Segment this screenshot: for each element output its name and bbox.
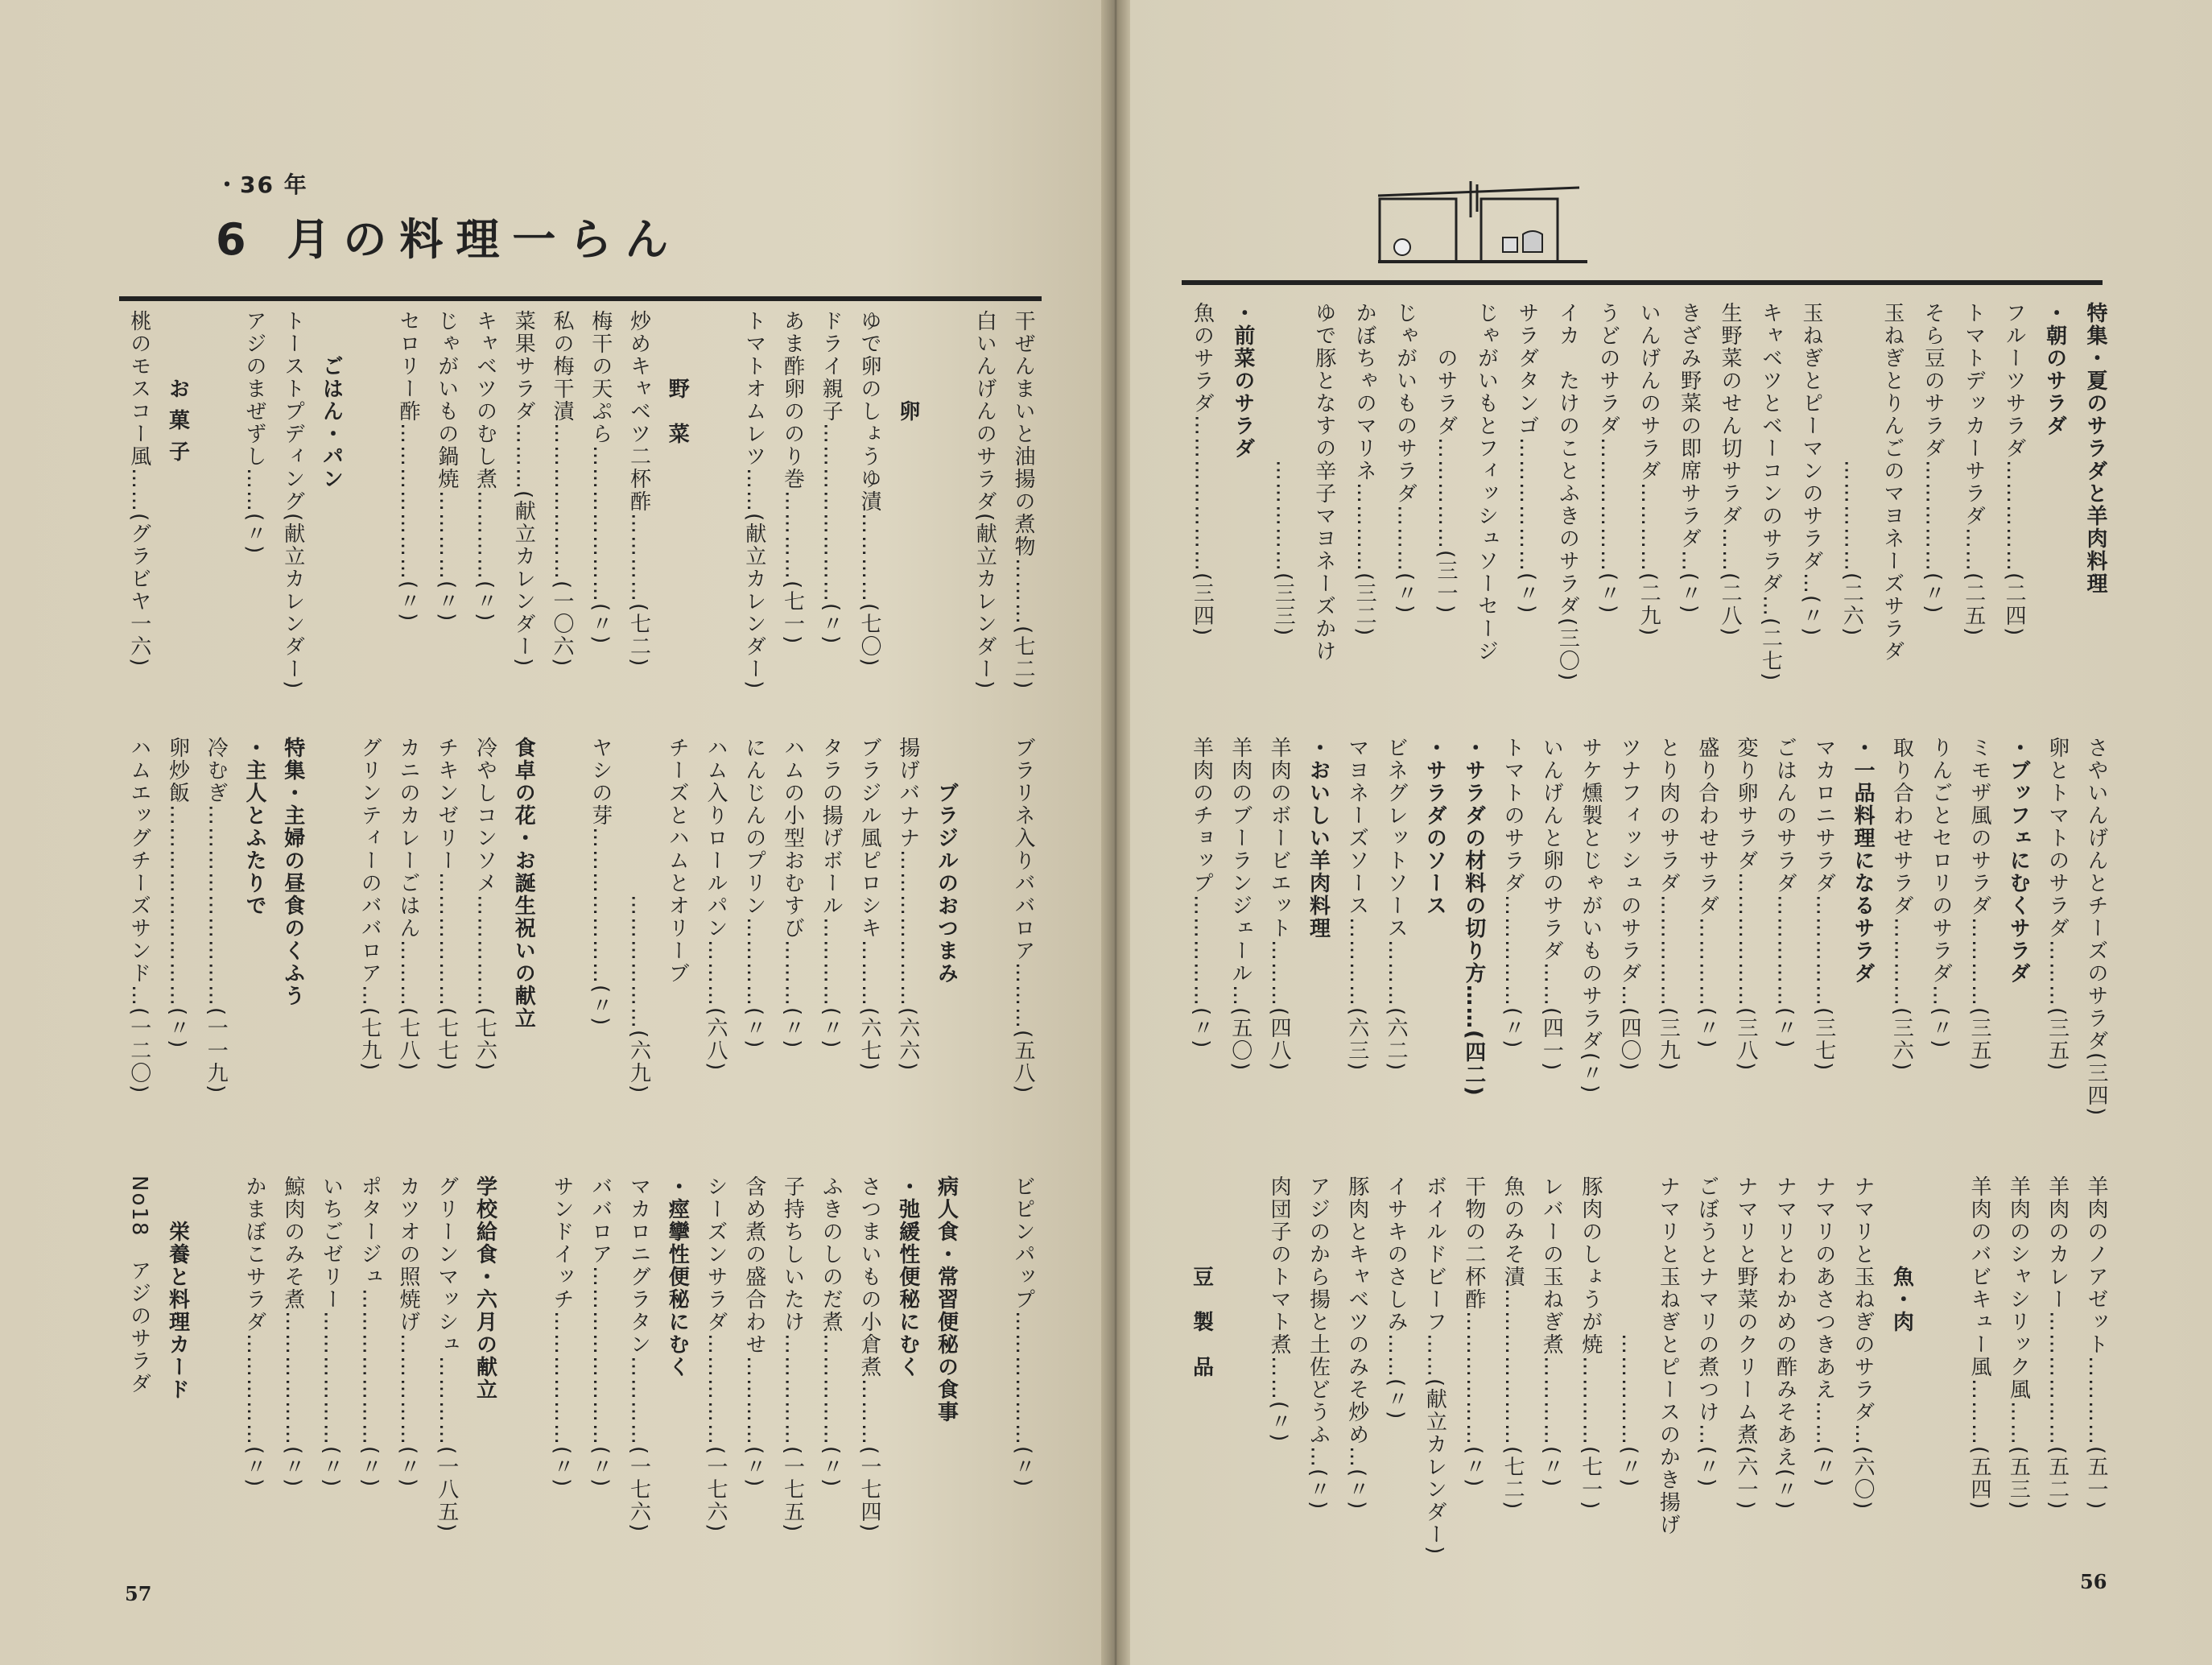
cols_b-line: グリンティーのババロア…(七九) [357,737,382,1072]
cols-line: ゆで卵のしょうゆ漬…………(七〇) [857,310,881,668]
cols_r1-line: 魚のサラダ…………………(三四) [1190,302,1215,638]
cols_r3-line: 魚・肉 [1889,1175,1914,1333]
cols_c-line: さつまいもの小倉煮………(一七四) [857,1175,881,1534]
cols-line: 卵 [895,310,920,423]
cols-line: 野 菜 [665,310,690,445]
cols_c-line: 学校給食・六月の献立 [473,1175,497,1401]
cols-line: 白いんげんのサラダ(献立カレンダー) [972,310,997,691]
cols_c-line: かまぼこサラダ……………(〃) [242,1175,266,1489]
cols-line: 炒めキャベツ二杯酢…………(七二) [626,310,651,668]
cols-line: 菜果サラダ………(献立カレンダー) [511,310,536,668]
cols_b-line: タラの揚げボール…………(〃) [819,737,844,1050]
cols_c-line: ババロア……………………(〃) [588,1175,613,1489]
cols_r1-line: 玉ねぎとりんごのマヨネーズサラダ [1880,302,1905,663]
cols_r1-line: トマトデッカーサラダ……(二五) [1961,302,1986,638]
cols_r2-line: ・サラダのソース [1422,737,1447,917]
cols_r2-line: 盛り合わせサラダ…………(〃) [1694,737,1719,1050]
cols_r2-line: ・サラダの材料の切り方……(四二) [1461,737,1486,1097]
column-block-b [119,737,1042,1171]
cols_r2-line: 羊肉のチョップ……………(〃) [1189,737,1214,1050]
cols_r2-line: ・おいしい羊肉料理 [1306,737,1331,940]
cols_r1-line: ゆで豚となすの辛子マヨネーズかけ [1311,302,1336,663]
cols_b-line: カニのカレーごはん………(七八) [396,737,420,1072]
cols_b-line [542,737,580,1171]
cols_r2-line: 取り合わせサラダ…………(三六) [1889,737,1914,1072]
cols_c-line: ・痙攣性便秘にむく [665,1175,690,1378]
column-block-r3 [1182,1175,2115,1626]
cols_c-line: 病人食・常習便秘の食事 [934,1175,959,1423]
cols_r1-line: ……………(二六) [1839,302,1864,638]
cols_r2-line: ・一品料理になるサラダ [1851,737,1876,985]
cols_r3-line: 羊肉のカレー………………(五二) [2045,1175,2070,1511]
cols_c-line: 鯨肉のみそ煮………………(〃) [280,1175,305,1489]
cols_c-line: グリーンマッシュ…………(一八五) [434,1175,459,1534]
cols_r2-line: マカロニサラダ……………(三七) [1811,737,1836,1072]
cols_r3-line: ……………(〃) [1617,1175,1642,1489]
cols_b-line: チーズとハムとオリーブ [665,737,690,985]
cols_r2-line: りんごとセロリのサラダ…(〃) [1928,737,1953,1050]
cols_r1-line: じゃがいものサラダ………(〃) [1393,302,1418,615]
cols_b-line: ハム入りロールパン………(六八) [704,737,728,1072]
cols_r2-line: とり肉のサラダ……………(三九) [1656,737,1681,1072]
column-block-r1 [1182,302,2115,696]
cols_r3-line: ナマリと野菜のクリーム煮(六一) [1734,1175,1759,1511]
cols_c-line: マカロニグラタン…………(一七六) [626,1175,651,1534]
cols_r2-line: サケ燻製とじゃがいものサラダ(〃) [1578,737,1603,1095]
cols_c-line [965,1175,1004,1626]
cols_r1-line: フルーツサラダ……………(二四) [2002,302,2027,638]
cols_r3-line: 豚肉とキャベツのみそ炒め…(〃) [1344,1175,1369,1511]
cols_c-line: 栄養と料理カード [165,1175,190,1401]
cols_r2-line: 卵とトマトのサラダ………(三五) [2045,737,2070,1072]
cols_r1-line: 玉ねぎとピーマンのサラダ…(〃) [1798,302,1823,638]
cols_b-line: 食卓の花・お誕生祝いの献立 [511,737,536,1030]
cols_r2-line: ミモザ風のサラダ…………(三五) [1967,737,1992,1072]
cols-line: あま酢卵ののり巻…………(七一) [780,310,805,646]
cols_r3-line: 羊肉のノアゼット…………(五一) [2084,1175,2108,1511]
cols-line: キャベツのむし煮…………(〃) [473,310,497,623]
cols-line: トーストプディング(献立カレンダー) [280,310,305,691]
cols_r1-line: のサラダ……………(三一) [1434,302,1458,615]
page-number-left: 57 [125,1582,152,1605]
cols_r2-line: いんげんと卵のサラダ……(四一) [1539,737,1564,1072]
kitchen-shelf-illustration [1378,181,1587,270]
cols_r3-line: 干物の二杯酢………………(〃) [1461,1175,1486,1489]
cols-line [695,310,734,704]
cols-line: トマトオムレツ……(献立カレンダー) [741,310,766,691]
cols_r2-line: ツナフィッシュのサラダ…(四〇) [1617,737,1642,1072]
cols_r3-line: ボイルドビーフ……(献立カレンダー) [1422,1175,1447,1556]
cols_b-line [312,737,350,1171]
cols_c-line: 子持ちしいたけ……………(一七五) [780,1175,805,1534]
cols_r1-line: ・前菜のサラダ [1230,302,1255,460]
column-block-r2 [1182,737,2115,1171]
cols_r1-line: かぼちゃのマリネ…………(三二) [1352,302,1377,638]
cols_b-line: ブラジルのおつまみ [934,737,959,985]
cols_r3-line: ナマリのあさつきあえ……(〃) [1811,1175,1836,1489]
cols_b-line: ブラリネ入りババロア………(五八) [1011,737,1035,1095]
cols_c-line: No18 アジのサラダ [126,1175,151,1395]
cols_r1-line: いんげんのサラダ…………(二九) [1636,302,1661,638]
cols_r2-line: ごはんのサラダ……………(〃) [1772,737,1797,1050]
cols_b-line: 冷むぎ………………………(一一九) [204,737,229,1095]
cols_c-line: ポタージュ…………………(〃) [357,1175,382,1489]
cols_b-line: ・主人とふたりで [242,737,266,917]
cols_c-line: 含め煮の盛合わせ…………(〃) [741,1175,766,1489]
cols_r2-line: 羊肉のボービエット………(四八) [1267,737,1292,1072]
page-number-right: 56 [2080,1570,2107,1593]
cols_r1-line: そら豆のサラダ……………(〃) [1921,302,1946,615]
cols-line: 私の梅干漬…………………(一〇六) [550,310,574,668]
cols_r1-line: サラダタンゴ………………(〃) [1514,302,1539,615]
column-block-c [119,1175,1042,1626]
cols_b-line: ………………(六九) [626,737,651,1095]
cols_c-line: ふきのしのだ煮……………(〃) [819,1175,844,1489]
cols_c-line: サンドイッチ………………(〃) [550,1175,574,1489]
cols_r2-line: 羊肉のブーランジェール…(五〇) [1228,737,1253,1072]
cols_r1-line: じゃがいもとフィッシュソーセージ [1474,302,1499,663]
year-label: ・36 年 [216,171,308,198]
top-rule-left [119,296,1042,301]
cols_r3-line [1921,1175,1959,1626]
cols_r3-line: 肉団子のトマト煮……(〃) [1267,1175,1292,1444]
cols_r3-line: 魚のみそ漬…………………(七二) [1500,1175,1525,1511]
cols_c-line [196,1175,235,1626]
cols-line: 梅干の天ぷら…………………(〃) [588,310,613,646]
cols-line [196,310,235,704]
cols-line [926,310,965,704]
cols_r3-line: ナマリと玉ねぎのサラダ…(六〇) [1851,1175,1876,1511]
cols-line: じゃがいもの鍋焼…………(〃) [434,310,459,623]
cols_r1-line: イカ たけのことふきのサラダ(三〇) [1555,302,1580,683]
cols_r3-line: ごぼうとナマリの煮つけ…(〃) [1694,1175,1719,1489]
cols_r3-line: ナマリとわかめの酢みそあえ(〃) [1772,1175,1797,1511]
cols_r3-line: 羊肉のシャシリック風……(五三) [2006,1175,2031,1511]
cols_b-line: ハムの小型おむすび………(〃) [780,737,805,1050]
cols-line: ドライ親子……………………(〃) [819,310,844,646]
cols-line: 干ぜんまいと油揚の煮物………(七二) [1011,310,1035,691]
cols_b-line: 冷やしコンソメ……………(七六) [473,737,497,1072]
cols_c-line: シーズンサラダ……………(一七六) [704,1175,728,1534]
cols_b-line: 卵炒飯………………………(〃) [165,737,190,1050]
cols_r1-line: ・朝のサラダ [2042,302,2067,437]
cols_b-line [965,737,1004,1171]
cols_b-line: ハムエッグチーズサンド…(一二〇) [126,737,151,1095]
cols_r3-line: 豆 製 品 [1189,1175,1214,1378]
cols_r1-line: キャベツとベーコンのサラダ…(二七) [1758,302,1783,683]
cols_b-line: 揚げバナナ…………………(六六) [895,737,920,1072]
right-page [1130,0,2212,1665]
cols_c-line: ・弛緩性便秘にむく [895,1175,920,1378]
cols_r3-line: 豚肉のしょうが焼…………(七一) [1578,1175,1603,1511]
cols_r2-line: 変り卵サラダ………………(三八) [1734,737,1759,1072]
cols_r2-line: トマトのサラダ……………(〃) [1500,737,1525,1050]
cols_r3-line: ナマリと玉ねぎとピースのかき揚げ [1656,1175,1681,1536]
book-gutter [1101,0,1130,1665]
cols_r3-line: イサキのさしみ……(〃) [1384,1175,1409,1421]
cols_b-line: チキンゼリー………………(七七) [434,737,459,1072]
cols-line: アジのまぜずし……(〃) [242,310,266,556]
cols_c-line: カツオの照焼げ……………(〃) [396,1175,420,1489]
cols-line: ごはん・パン [319,310,344,490]
cols_r1-line: 特集・夏のサラダと羊肉料理 [2083,302,2107,595]
cols_r3-line: レバーの玉ねぎ煮…………(〃) [1539,1175,1564,1489]
left-page [0,0,1101,1665]
cols_b-line: にんじんのプリン…………(〃) [741,737,766,1050]
cols_b-line: 特集・主婦の昼食のくふう [280,737,305,1007]
cols_r2-line: さやいんげんとチーズのサラダ(三四) [2084,737,2108,1118]
cols_c-line: ビピンパップ………………(〃) [1011,1175,1035,1489]
cols-line: セロリー酢…………………(〃) [396,310,420,623]
top-rule-right [1182,280,2103,285]
cols_r2-line: マヨネーズソース…………(六三) [1344,737,1369,1072]
cols_r2-line: ・ブッフェにむくサラダ [2006,737,2031,985]
cols_r2-line: ビネグレットソース………(六二) [1384,737,1409,1072]
cols_r1-line: 生野菜のせん切サラダ……(二八) [1718,302,1743,638]
cols_r3-line [1220,1175,1259,1626]
cols-line: お 菓 子 [165,310,190,464]
cols_r1-line: きざみ野菜の即席サラダ…(〃) [1677,302,1702,615]
cols_r3-line: アジのから揚と土佐どうふ…(〃) [1306,1175,1331,1511]
cols_r3-line: 羊肉のバビキュー風………(五四) [1967,1175,1992,1511]
page-title: 6 月の料理一らん [216,214,682,265]
cols_c-line [504,1175,543,1626]
column-block-a [119,310,1042,704]
cols_r1-line: うどのサラダ………………(〃) [1595,302,1620,615]
cols_r1-line: ……………(三三) [1271,302,1296,638]
cols-line [350,310,389,704]
cols-line: 桃のモスコー風……(グラビヤ一六) [126,310,151,668]
cols_b-line: ヤシの芽…………………(〃) [588,737,613,1027]
cols_b-line: ブラジル風ピロシキ………(六七) [857,737,881,1072]
cols_c-line: いちごゼリー………………(〃) [319,1175,344,1489]
